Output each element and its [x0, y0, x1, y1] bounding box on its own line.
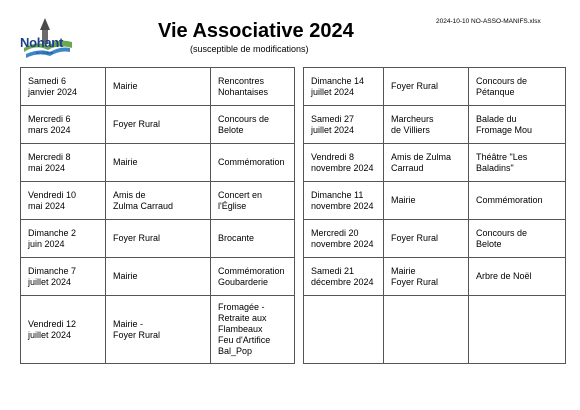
table-row: [304, 144, 566, 182]
event-name: Commémoration: [211, 144, 295, 182]
event-date: Dimanche 7 juillet 2024: [21, 258, 106, 296]
event-name: Commémoration: [469, 182, 566, 220]
events-table-right: [303, 67, 566, 364]
event-place: Mairie - Foyer Rural: [106, 296, 211, 364]
event-place: Foyer Rural: [106, 106, 211, 144]
event-name: [469, 296, 566, 364]
table-row: [304, 220, 566, 258]
event-name: Balade du Fromage Mou: [469, 106, 566, 144]
event-name: Fromagée - Retraite aux Flambeaux Feu d'Artifice Bal_Pop: [211, 296, 295, 364]
event-date: Mercredi 6 mars 2024: [21, 106, 106, 144]
event-place: Mairie: [106, 258, 211, 296]
events-table-left: [20, 67, 295, 364]
table-row: [21, 144, 295, 182]
event-date: Mercredi 8 mai 2024: [21, 144, 106, 182]
logo-text: Nohant: [20, 35, 63, 50]
event-place: Marcheurs de Villiers: [384, 106, 469, 144]
event-date: Samedi 27 juillet 2024: [304, 106, 384, 144]
event-date: Vendredi 12 juillet 2024: [21, 296, 106, 364]
table-row: [304, 106, 566, 144]
event-date: Dimanche 14 juillet 2024: [304, 68, 384, 106]
event-date: Dimanche 2 juin 2024: [21, 220, 106, 258]
event-date: Vendredi 8 novembre 2024: [304, 144, 384, 182]
table-row: [21, 106, 295, 144]
event-place: Mairie: [384, 182, 469, 220]
event-name: Arbre de Noël: [469, 258, 566, 296]
event-place: Mairie Foyer Rural: [384, 258, 469, 296]
event-place: Foyer Rural: [384, 68, 469, 106]
table-row: [21, 220, 295, 258]
event-place: Foyer Rural: [106, 220, 211, 258]
event-name: Concours de Pétanque: [469, 68, 566, 106]
event-name: Concours de Belote: [211, 106, 295, 144]
event-place: Foyer Rural: [384, 220, 469, 258]
event-date: Samedi 6 janvier 2024: [21, 68, 106, 106]
event-name: Brocante: [211, 220, 295, 258]
file-reference: 2024-10-10 NO-ASSO-MANIFS.xlsx: [436, 18, 541, 25]
event-name: Commémoration Goubarderie: [211, 258, 295, 296]
event-place: [384, 296, 469, 364]
table-row: [21, 68, 295, 106]
page-title: Vie Associative 2024: [158, 20, 354, 42]
event-date: Samedi 21 décembre 2024: [304, 258, 384, 296]
event-date: Dimanche 11 novembre 2024: [304, 182, 384, 220]
table-row: [304, 296, 566, 364]
event-place: Amis de Zulma Carraud: [106, 182, 211, 220]
table-row: [304, 182, 566, 220]
event-name: Concert en l'Église: [211, 182, 295, 220]
event-date: Vendredi 10 mai 2024: [21, 182, 106, 220]
event-date: Mercredi 20 novembre 2024: [304, 220, 384, 258]
event-place: Mairie: [106, 144, 211, 182]
table-row: [304, 258, 566, 296]
event-name: Concours de Belote: [469, 220, 566, 258]
event-name: Rencontres Nohantaises: [211, 68, 295, 106]
table-row: [21, 296, 295, 364]
table-row: [21, 182, 295, 220]
event-place: Amis de Zulma Carraud: [384, 144, 469, 182]
page-subtitle: (susceptible de modifications): [190, 44, 309, 54]
logo-subtitle: en Goëlle: [36, 50, 54, 55]
table-row: [21, 258, 295, 296]
event-date: [304, 296, 384, 364]
table-row: [304, 68, 566, 106]
event-name: Théâtre "Les Baladins": [469, 144, 566, 182]
event-place: Mairie: [106, 68, 211, 106]
